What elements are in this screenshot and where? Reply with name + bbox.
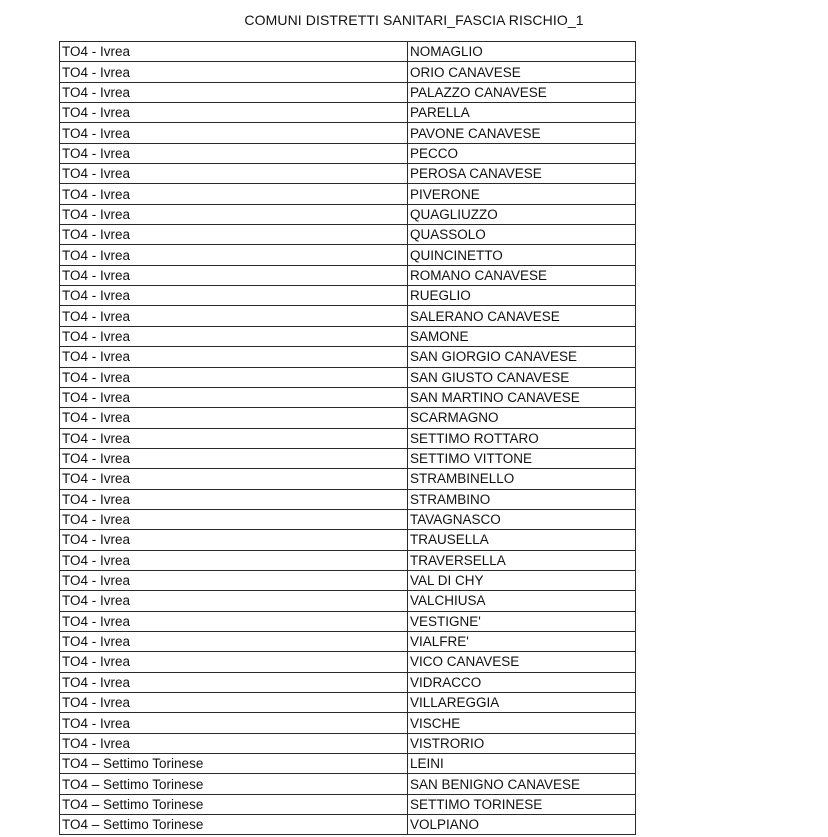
district-cell: TO4 - Ivrea: [60, 652, 408, 672]
municipality-cell: SAN MARTINO CANAVESE: [408, 387, 636, 407]
table-row: [60, 265, 636, 285]
municipality-cell: ORIO CANAVESE: [408, 62, 636, 82]
municipality-cell: VALCHIUSA: [408, 591, 636, 611]
table-row: [60, 82, 636, 102]
district-cell: TO4 - Ivrea: [60, 550, 408, 570]
table-row: [60, 164, 636, 184]
table-row: [60, 62, 636, 82]
table-row: [60, 286, 636, 306]
district-cell: TO4 - Ivrea: [60, 82, 408, 102]
municipality-cell: VICO CANAVESE: [408, 652, 636, 672]
municipality-cell: PALAZZO CANAVESE: [408, 82, 636, 102]
table-row: [60, 245, 636, 265]
district-cell: TO4 - Ivrea: [60, 713, 408, 733]
table-row: [60, 591, 636, 611]
table-row: [60, 347, 636, 367]
district-cell: TO4 - Ivrea: [60, 123, 408, 143]
municipality-cell: VOLPIANO: [408, 815, 636, 835]
district-cell: TO4 - Ivrea: [60, 164, 408, 184]
table-row: [60, 509, 636, 529]
table-row: [60, 103, 636, 123]
district-cell: TO4 - Ivrea: [60, 570, 408, 590]
municipality-cell: VAL DI CHY: [408, 570, 636, 590]
municipality-cell: PARELLA: [408, 103, 636, 123]
district-cell: TO4 - Ivrea: [60, 448, 408, 468]
table-row: [60, 611, 636, 631]
municipality-cell: STRAMBINELLO: [408, 469, 636, 489]
document-title: COMUNI DISTRETTI SANITARI_FASCIA RISCHIO_1: [244, 12, 584, 28]
municipality-cell: PECCO: [408, 143, 636, 163]
table-row: [60, 693, 636, 713]
district-cell: TO4 - Ivrea: [60, 143, 408, 163]
municipality-cell: TRAUSELLA: [408, 530, 636, 550]
district-cell: TO4 – Settimo Torinese: [60, 754, 408, 774]
municipality-cell: SETTIMO TORINESE: [408, 794, 636, 814]
district-cell: TO4 - Ivrea: [60, 184, 408, 204]
municipality-cell: VESTIGNE': [408, 611, 636, 631]
district-cell: TO4 - Ivrea: [60, 245, 408, 265]
table-row: [60, 774, 636, 794]
district-cell: TO4 – Settimo Torinese: [60, 794, 408, 814]
table-row: [60, 754, 636, 774]
table-row: [60, 428, 636, 448]
municipality-cell: VILLAREGGIA: [408, 693, 636, 713]
table-row: [60, 672, 636, 692]
district-cell: TO4 - Ivrea: [60, 225, 408, 245]
municipality-cell: SAN BENIGNO CANAVESE: [408, 774, 636, 794]
municipality-cell: TAVAGNASCO: [408, 509, 636, 529]
table-row: [60, 387, 636, 407]
municipality-cell: VISCHE: [408, 713, 636, 733]
municipality-cell: QUAGLIUZZO: [408, 204, 636, 224]
district-cell: TO4 - Ivrea: [60, 265, 408, 285]
district-cell: TO4 - Ivrea: [60, 631, 408, 651]
district-cell: TO4 - Ivrea: [60, 367, 408, 387]
table-row: [60, 204, 636, 224]
municipality-cell: TRAVERSELLA: [408, 550, 636, 570]
municipality-cell: PEROSA CANAVESE: [408, 164, 636, 184]
municipality-cell: VISTRORIO: [408, 733, 636, 753]
district-cell: TO4 – Settimo Torinese: [60, 774, 408, 794]
municipality-cell: SALERANO CANAVESE: [408, 306, 636, 326]
table-container: [59, 41, 636, 835]
municipality-cell: PIVERONE: [408, 184, 636, 204]
district-cell: TO4 - Ivrea: [60, 428, 408, 448]
municipality-cell: SAN GIORGIO CANAVESE: [408, 347, 636, 367]
district-cell: TO4 - Ivrea: [60, 733, 408, 753]
district-cell: TO4 - Ivrea: [60, 62, 408, 82]
municipality-cell: ROMANO CANAVESE: [408, 265, 636, 285]
district-cell: TO4 - Ivrea: [60, 591, 408, 611]
municipality-cell: SETTIMO VITTONE: [408, 448, 636, 468]
table-row: [60, 326, 636, 346]
municipality-cell: NOMAGLIO: [408, 42, 636, 62]
district-cell: TO4 - Ivrea: [60, 326, 408, 346]
district-cell: TO4 - Ivrea: [60, 672, 408, 692]
table-row: [60, 123, 636, 143]
table-row: [60, 631, 636, 651]
district-cell: TO4 - Ivrea: [60, 693, 408, 713]
municipality-cell: VIDRACCO: [408, 672, 636, 692]
district-cell: TO4 - Ivrea: [60, 286, 408, 306]
table-row: [60, 408, 636, 428]
table-row: [60, 448, 636, 468]
table-body: [60, 42, 636, 835]
table-row: [60, 42, 636, 62]
municipality-cell: RUEGLIO: [408, 286, 636, 306]
table-row: [60, 306, 636, 326]
district-cell: TO4 - Ivrea: [60, 42, 408, 62]
table-row: [60, 489, 636, 509]
municipality-cell: SAMONE: [408, 326, 636, 346]
table-row: [60, 652, 636, 672]
table-row: [60, 469, 636, 489]
municipality-cell: SETTIMO ROTTARO: [408, 428, 636, 448]
district-cell: TO4 - Ivrea: [60, 204, 408, 224]
table-row: [60, 225, 636, 245]
table-row: [60, 550, 636, 570]
table-row: [60, 184, 636, 204]
municipality-cell: PAVONE CANAVESE: [408, 123, 636, 143]
table-row: [60, 794, 636, 814]
table-row: [60, 367, 636, 387]
municipality-cell: VIALFRE': [408, 631, 636, 651]
districts-table: [59, 41, 636, 835]
municipality-cell: SCARMAGNO: [408, 408, 636, 428]
municipality-cell: QUASSOLO: [408, 225, 636, 245]
table-row: [60, 530, 636, 550]
table-row: [60, 733, 636, 753]
table-row: [60, 815, 636, 835]
district-cell: TO4 - Ivrea: [60, 530, 408, 550]
municipality-cell: LEINI: [408, 754, 636, 774]
district-cell: TO4 - Ivrea: [60, 509, 408, 529]
district-cell: TO4 - Ivrea: [60, 408, 408, 428]
district-cell: TO4 - Ivrea: [60, 306, 408, 326]
table-row: [60, 143, 636, 163]
district-cell: TO4 - Ivrea: [60, 103, 408, 123]
municipality-cell: QUINCINETTO: [408, 245, 636, 265]
district-cell: TO4 - Ivrea: [60, 611, 408, 631]
table-row: [60, 713, 636, 733]
district-cell: TO4 - Ivrea: [60, 489, 408, 509]
district-cell: TO4 - Ivrea: [60, 469, 408, 489]
district-cell: TO4 – Settimo Torinese: [60, 815, 408, 835]
municipality-cell: STRAMBINO: [408, 489, 636, 509]
table-row: [60, 570, 636, 590]
district-cell: TO4 - Ivrea: [60, 387, 408, 407]
district-cell: TO4 - Ivrea: [60, 347, 408, 367]
municipality-cell: SAN GIUSTO CANAVESE: [408, 367, 636, 387]
